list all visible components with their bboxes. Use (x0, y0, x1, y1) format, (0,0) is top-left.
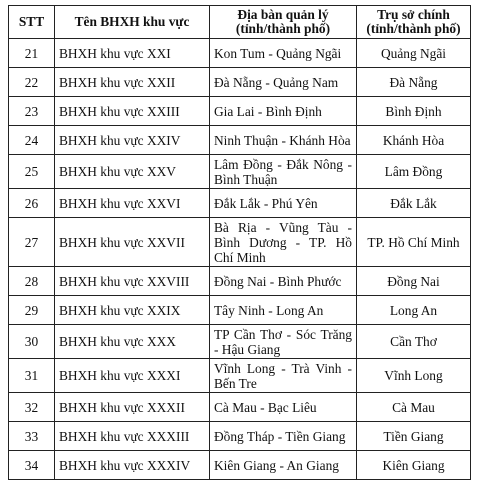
managed-area-line: Đồng Tháp - Tiền Giang (214, 428, 346, 444)
header-hq (357, 6, 471, 39)
cell-stt: 33 (9, 422, 55, 451)
cell-headquarters: Tiền Giang (357, 422, 471, 451)
cell-stt: 25 (9, 155, 55, 189)
managed-area-line: Đắk Lắk - Phú Yên (214, 195, 318, 211)
cell-managed-area (210, 393, 357, 422)
cell-stt: 30 (9, 325, 55, 359)
table-header-row (9, 6, 471, 39)
managed-area-line: Lâm Đồng - Đắk Nông - (214, 156, 352, 172)
managed-area-line: Bình Thuận (214, 171, 278, 187)
managed-area-line: Đồng Nai - Bình Phước (214, 273, 342, 289)
cell-headquarters: Lâm Đồng (357, 155, 471, 189)
table-row (9, 325, 471, 359)
cell-managed-area (210, 267, 357, 296)
table-row (9, 39, 471, 68)
cell-stt: 28 (9, 267, 55, 296)
managed-area-line: - Hậu Giang (214, 341, 281, 357)
cell-office-name: BHXH khu vực XXXIII (55, 422, 210, 451)
cell-managed-area (210, 97, 357, 126)
cell-managed-area (210, 189, 357, 218)
managed-area-line: Cà Mau - Bạc Liêu (214, 399, 317, 415)
table-row (9, 126, 471, 155)
cell-office-name: BHXH khu vực XXX (55, 325, 210, 359)
cell-office-name: BHXH khu vực XXVII (55, 218, 210, 267)
cell-office-name: BHXH khu vực XXXIV (55, 451, 210, 480)
cell-managed-area (210, 218, 357, 267)
cell-managed-area (210, 126, 357, 155)
cell-office-name: BHXH khu vực XXIX (55, 296, 210, 325)
cell-managed-area (210, 39, 357, 68)
header-stt: STT (9, 6, 55, 39)
cell-managed-area (210, 155, 357, 189)
cell-headquarters: Cà Mau (357, 393, 471, 422)
table-row (9, 296, 471, 325)
managed-area-line: Chí Minh (214, 249, 266, 265)
managed-area-line: Kiên Giang - An Giang (214, 457, 339, 473)
header-hq-line1: Trụ sở chính (377, 7, 450, 22)
cell-managed-area (210, 325, 357, 359)
cell-stt: 22 (9, 68, 55, 97)
cell-office-name: BHXH khu vực XXXI (55, 359, 210, 393)
managed-area-line: Bình Dương - TP. Hồ (214, 234, 352, 250)
cell-stt: 24 (9, 126, 55, 155)
table-row (9, 267, 471, 296)
cell-office-name: BHXH khu vực XXV (55, 155, 210, 189)
cell-headquarters: Cần Thơ (357, 325, 471, 359)
cell-office-name: BHXH khu vực XXIII (55, 97, 210, 126)
managed-area-line: TP Cần Thơ - Sóc Trăng (214, 326, 352, 342)
cell-managed-area (210, 451, 357, 480)
cell-headquarters: Đắk Lắk (357, 189, 471, 218)
cell-office-name: BHXH khu vực XXVI (55, 189, 210, 218)
cell-stt: 34 (9, 451, 55, 480)
cell-office-name: BHXH khu vực XXII (55, 68, 210, 97)
cell-stt: 32 (9, 393, 55, 422)
table-row (9, 451, 471, 480)
table-row (9, 359, 471, 393)
managed-area-line: Ninh Thuận - Khánh Hòa (214, 132, 351, 148)
cell-managed-area (210, 296, 357, 325)
managed-area-line: Bà Rịa - Vũng Tàu - (214, 219, 352, 235)
cell-managed-area (210, 422, 357, 451)
cell-headquarters: Đà Nẵng (357, 68, 471, 97)
managed-area-line: Đà Nẵng - Quảng Nam (214, 74, 339, 90)
managed-area-line: Bến Tre (214, 375, 257, 391)
managed-area-line: Gia Lai - Bình Định (214, 103, 322, 119)
table-row (9, 68, 471, 97)
header-name: Tên BHXH khu vực (55, 6, 210, 39)
cell-office-name: BHXH khu vực XXXII (55, 393, 210, 422)
regional-office-table (8, 5, 471, 480)
cell-stt: 23 (9, 97, 55, 126)
cell-headquarters: Khánh Hòa (357, 126, 471, 155)
cell-headquarters: Vĩnh Long (357, 359, 471, 393)
table-row (9, 155, 471, 189)
cell-managed-area (210, 359, 357, 393)
table-row (9, 422, 471, 451)
table-row (9, 189, 471, 218)
cell-headquarters: Quảng Ngãi (357, 39, 471, 68)
managed-area-line: Kon Tum - Quảng Ngãi (214, 45, 342, 61)
cell-office-name: BHXH khu vực XXVIII (55, 267, 210, 296)
cell-stt: 26 (9, 189, 55, 218)
cell-office-name: BHXH khu vực XXIV (55, 126, 210, 155)
managed-area-line: Vĩnh Long - Trà Vinh - (214, 360, 352, 376)
table-row (9, 218, 471, 267)
cell-stt: 21 (9, 39, 55, 68)
table-body (9, 39, 471, 480)
cell-headquarters: Long An (357, 296, 471, 325)
header-area-line1: Địa bàn quản lý (237, 7, 329, 22)
cell-headquarters: Đồng Nai (357, 267, 471, 296)
cell-headquarters: Kiên Giang (357, 451, 471, 480)
table-row (9, 97, 471, 126)
document-page (8, 5, 471, 480)
cell-headquarters: Bình Định (357, 97, 471, 126)
header-hq-line2: (tỉnh/thành phố) (366, 21, 461, 36)
cell-stt: 31 (9, 359, 55, 393)
cell-headquarters: TP. Hồ Chí Minh (357, 218, 471, 267)
cell-stt: 27 (9, 218, 55, 267)
cell-stt: 29 (9, 296, 55, 325)
cell-managed-area (210, 68, 357, 97)
header-area (210, 6, 357, 39)
header-area-line2: (tỉnh/thành phố) (235, 21, 331, 36)
managed-area-line: Tây Ninh - Long An (214, 302, 324, 318)
cell-office-name: BHXH khu vực XXI (55, 39, 210, 68)
table-row (9, 393, 471, 422)
